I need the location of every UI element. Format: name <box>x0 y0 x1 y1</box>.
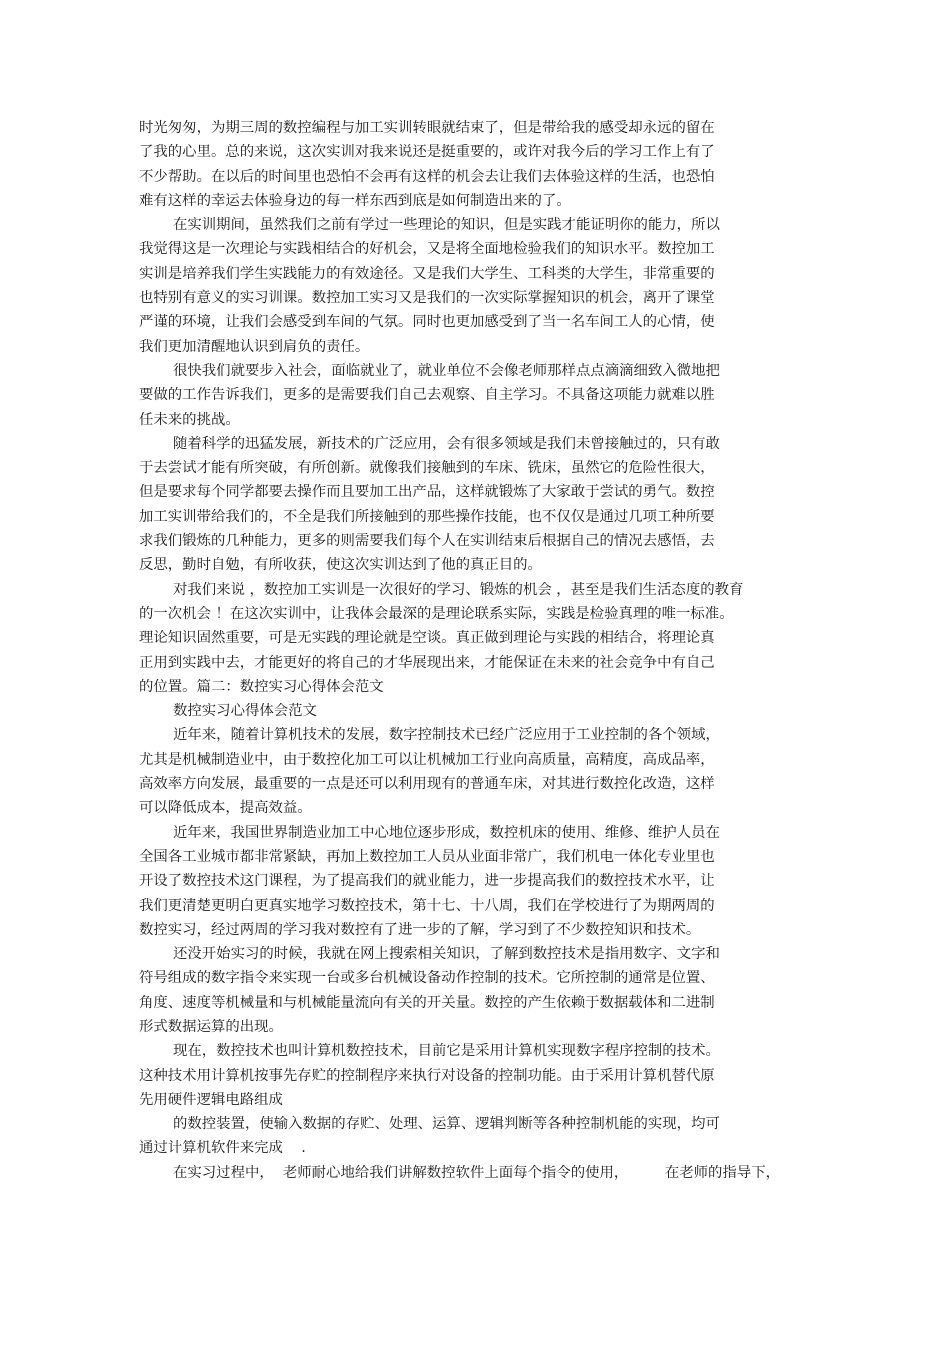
text-line: 正用到实践中去，才能更好的将自己的才华展现出来，才能保证在未来的社会竞争中有自己 <box>139 654 715 671</box>
paragraph-start-line: 的数控装置，使输入数据的存贮、处理、运算、逻辑判断等各种控制机能的实现，均可 <box>173 1116 720 1133</box>
text-line: 全国各工业城市都非常紧缺，再加上数控加工人员从业面非常广，我们机电一体化专业里也 <box>139 848 715 865</box>
text-line: 这种技术用计算机按事先存贮的控制程序来执行对设备的控制功能。由于采用计算机替代原 <box>139 1067 715 1084</box>
text-line: 理论知识固然重要，可是无实践的理论就是空谈。真正做到理论与实践的相结合，将理论真 <box>139 630 715 647</box>
text-line: 开设了数控技术这门课程，为了提高我们的就业能力，进一步提高我们的数控技术水平，让 <box>139 873 715 890</box>
text-line: 也特别有意义的实习训课。数控加工实习又是我们的一次实际掌握知识的机会，离开了课堂 <box>139 290 715 307</box>
paragraph-start-line: 很快我们就要步入社会，面临就业了，就业单位不会像老师那样点点滴滴细致入微地把 <box>173 362 720 379</box>
text-line: 我们更加清醒地认识到肩负的责任。 <box>139 338 370 355</box>
text-line: 加工实训带给我们的，不全是我们所接触到的那些操作技能，也不仅仅是通过几项工种所要 <box>139 508 715 525</box>
text-line: 我觉得这是一次理论与实践相结合的好机会，又是将全面地检验我们的知识水平。数控加工 <box>139 241 715 258</box>
paragraph-start-line: 现在，数控技术也叫计算机数控技术，目前它是采用计算机实现数字程序控制的技术。 <box>173 1043 720 1060</box>
text-line: 角度、速度等机械量和与机械能量流向有关的开关量。数控的产生依赖于数据载体和二进制 <box>139 994 715 1011</box>
text-line: 难有这样的幸运去体验身边的每一样东西到底是如何制造出来的了。 <box>139 192 571 209</box>
paragraph-start-line: 对我们来说 ，数控加工实训是一次很好的学习、锻炼的机会 ，甚至是我们生活态度的教育 <box>173 581 744 598</box>
text-line: 实训是培养我们学生实践能力的有效途径。又是我们大学生、工科类的大学生，非常重要的 <box>139 265 715 282</box>
text-line: 时光匆匆，为期三周的数控编程与加工实训转眼就结束了，但是带给我的感受却永远的留在 <box>139 120 715 136</box>
text-line: 任未来的挑战。 <box>139 411 240 428</box>
text-line: 于去尝试才能有所突破，有所创新。就像我们接触到的车床、铣床，虽然它的危险性很大， <box>139 460 715 477</box>
paragraph-start-line: 近年来，随着计算机技术的发展，数字控制技术已经广泛应用于工业控制的各个领域， <box>173 727 720 744</box>
paragraph-start-line: 随着科学的迅猛发展，新技术的广泛应用，会有很多领域是我们未曾接触过的，只有敢 <box>173 435 720 452</box>
text-line: 不少帮助。在以后的时间里也恐怕不会再有这样的机会去让我们去体验这样的生活，也恐怕 <box>139 168 715 185</box>
text-line: 可以降低成本，提高效益。 <box>139 800 312 817</box>
paragraph-start-line: 还没开始实习的时候，我就在网上搜索相关知识，了解到数控技术是指用数字、文字和 <box>173 946 720 963</box>
text-line: 求我们锻炼的几种能力，更多的则需要我们每个人在实训结束后根据自己的情况去感悟，去 <box>139 533 715 550</box>
paragraph-start-line: 近年来，我国世界制造业加工中心地位逐步形成，数控机床的使用、维修、维护人员在 <box>173 824 720 841</box>
paragraph-start-line: 在实习过程中， 老师耐心地给我们讲解数控软件上面每个指令的使用， 在老师的指导下， <box>173 1164 780 1181</box>
text-line: 先用硬件逻辑电路组成 <box>139 1091 283 1108</box>
text-line: 符号组成的数字指令来实现一台或多台机械设备动作控制的技术。它所控制的通常是位置、 <box>139 970 715 987</box>
text-line: 反思，勤时自勉，有所收获，使这次实训达到了他的真正目的。 <box>139 557 542 574</box>
text-line: 形式数据运算的出现。 <box>139 1018 283 1035</box>
text-line: 我们更清楚更明白更真实地学习数控技术，第十七、十八周，我们在学校进行了为期两周的 <box>139 897 715 914</box>
text-line: 严谨的环境，让我们会感受到车间的气氛。同时也更加感受到了当一名车间工人的心情，使 <box>139 314 715 331</box>
text-line: 要做的工作告诉我们，更多的是需要我们自己去观察、自主学习。不具备这项能力就难以胜 <box>139 387 715 404</box>
text-line: 但是要求每个同学都要去操作而且要加工出产品，这样就锻炼了大家敢于尝试的勇气。数控 <box>139 484 715 501</box>
section-heading-line: 的位置。篇二：数控实习心得体会范文 <box>139 678 384 695</box>
paragraph-start-line: 在实训期间，虽然我们之前有学过一些理论的知识，但是实践才能证明你的能力，所以 <box>173 217 720 234</box>
text-line: 通过计算机软件来完成 . <box>139 1140 306 1157</box>
document-body <box>139 116 839 1185</box>
text-line: 高效率方向发展，最重要的一点是还可以利用现有的普通车床，对其进行数控化改造，这样 <box>139 776 715 793</box>
text-line: 尤其是机械制造业中，由于数控化加工可以让机械加工行业向高质量，高精度，高成品率， <box>139 751 715 768</box>
text-line: 的一次机会 ！在这次实训中，让我体会最深的是理论联系实际，实践是检验真理的唯一标准。 <box>139 605 734 622</box>
text-line: 了我的心里。总的来说，这次实训对我来说还是挺重要的，或许对我今后的学习工作上有了 <box>139 144 715 161</box>
section-title: 数控实习心得体会范文 <box>173 703 317 720</box>
text-line: 数控实习，经过两周的学习我对数控有了进一步的了解，学习到了不少数控知识和技术。 <box>139 921 701 938</box>
